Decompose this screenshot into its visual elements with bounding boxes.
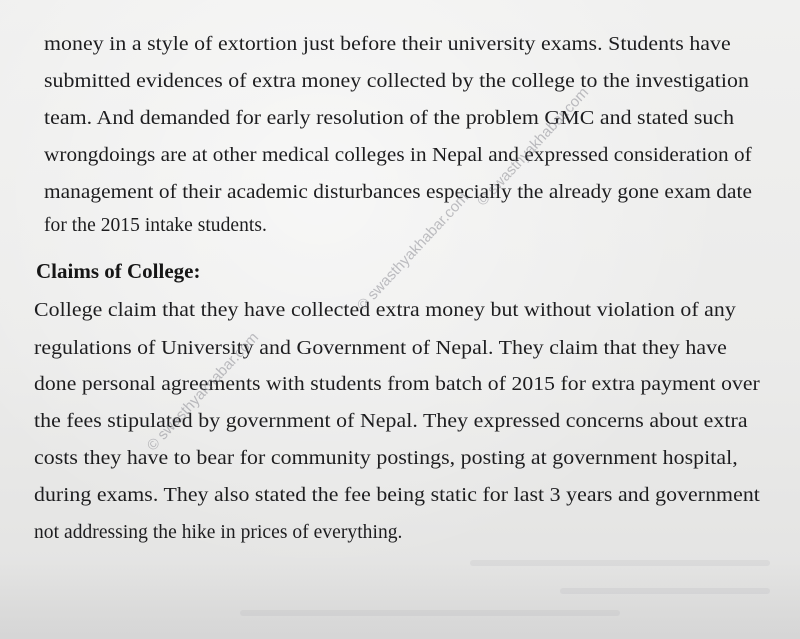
page-shadow [0,560,800,639]
paragraph-line: submitted evidences of extra money collected by the college to the investigation [44,71,749,92]
paragraph-line: for the 2015 intake students. [44,215,267,236]
paragraph-line: the fees stipulated by government of Nepal. They expressed concerns about extra [34,411,748,432]
watermark-text: © swasthyakhabar.com [143,329,263,455]
paragraph-line: College claim that they have collected extra money but without violation of any [34,300,736,321]
paragraph-line: during exams. They also stated the fee being static for last 3 years and government [34,485,760,506]
show-through-line [560,588,770,594]
show-through-line [470,560,770,566]
section-heading: Claims of College: [36,259,201,283]
paragraph-line: regulations of University and Government of Nepal. They claim that they have [34,338,727,359]
paragraph-line: team. And demanded for early resolution of the problem GMC and stated such [44,108,735,129]
paragraph-line: wrongdoings are at other medical colleges in Nepal and expressed consideration of [44,145,752,166]
watermark-text: © swasthyakhabar.com [473,84,593,210]
show-through-line [240,610,620,616]
paragraph-line: management of their academic disturbances especially the already gone exam date [44,182,752,203]
paragraph-line: not addressing the hike in prices of everything. [34,522,403,543]
paragraph-line: done personal agreements with students from batch of 2015 for extra payment over [34,374,760,395]
watermark-text: © swasthyakhabar.com [353,189,473,315]
paragraph-line: money in a style of extortion just before their university exams. Students have [44,34,731,55]
paragraph-line: costs they have to bear for community postings, posting at government hospital, [34,448,738,469]
